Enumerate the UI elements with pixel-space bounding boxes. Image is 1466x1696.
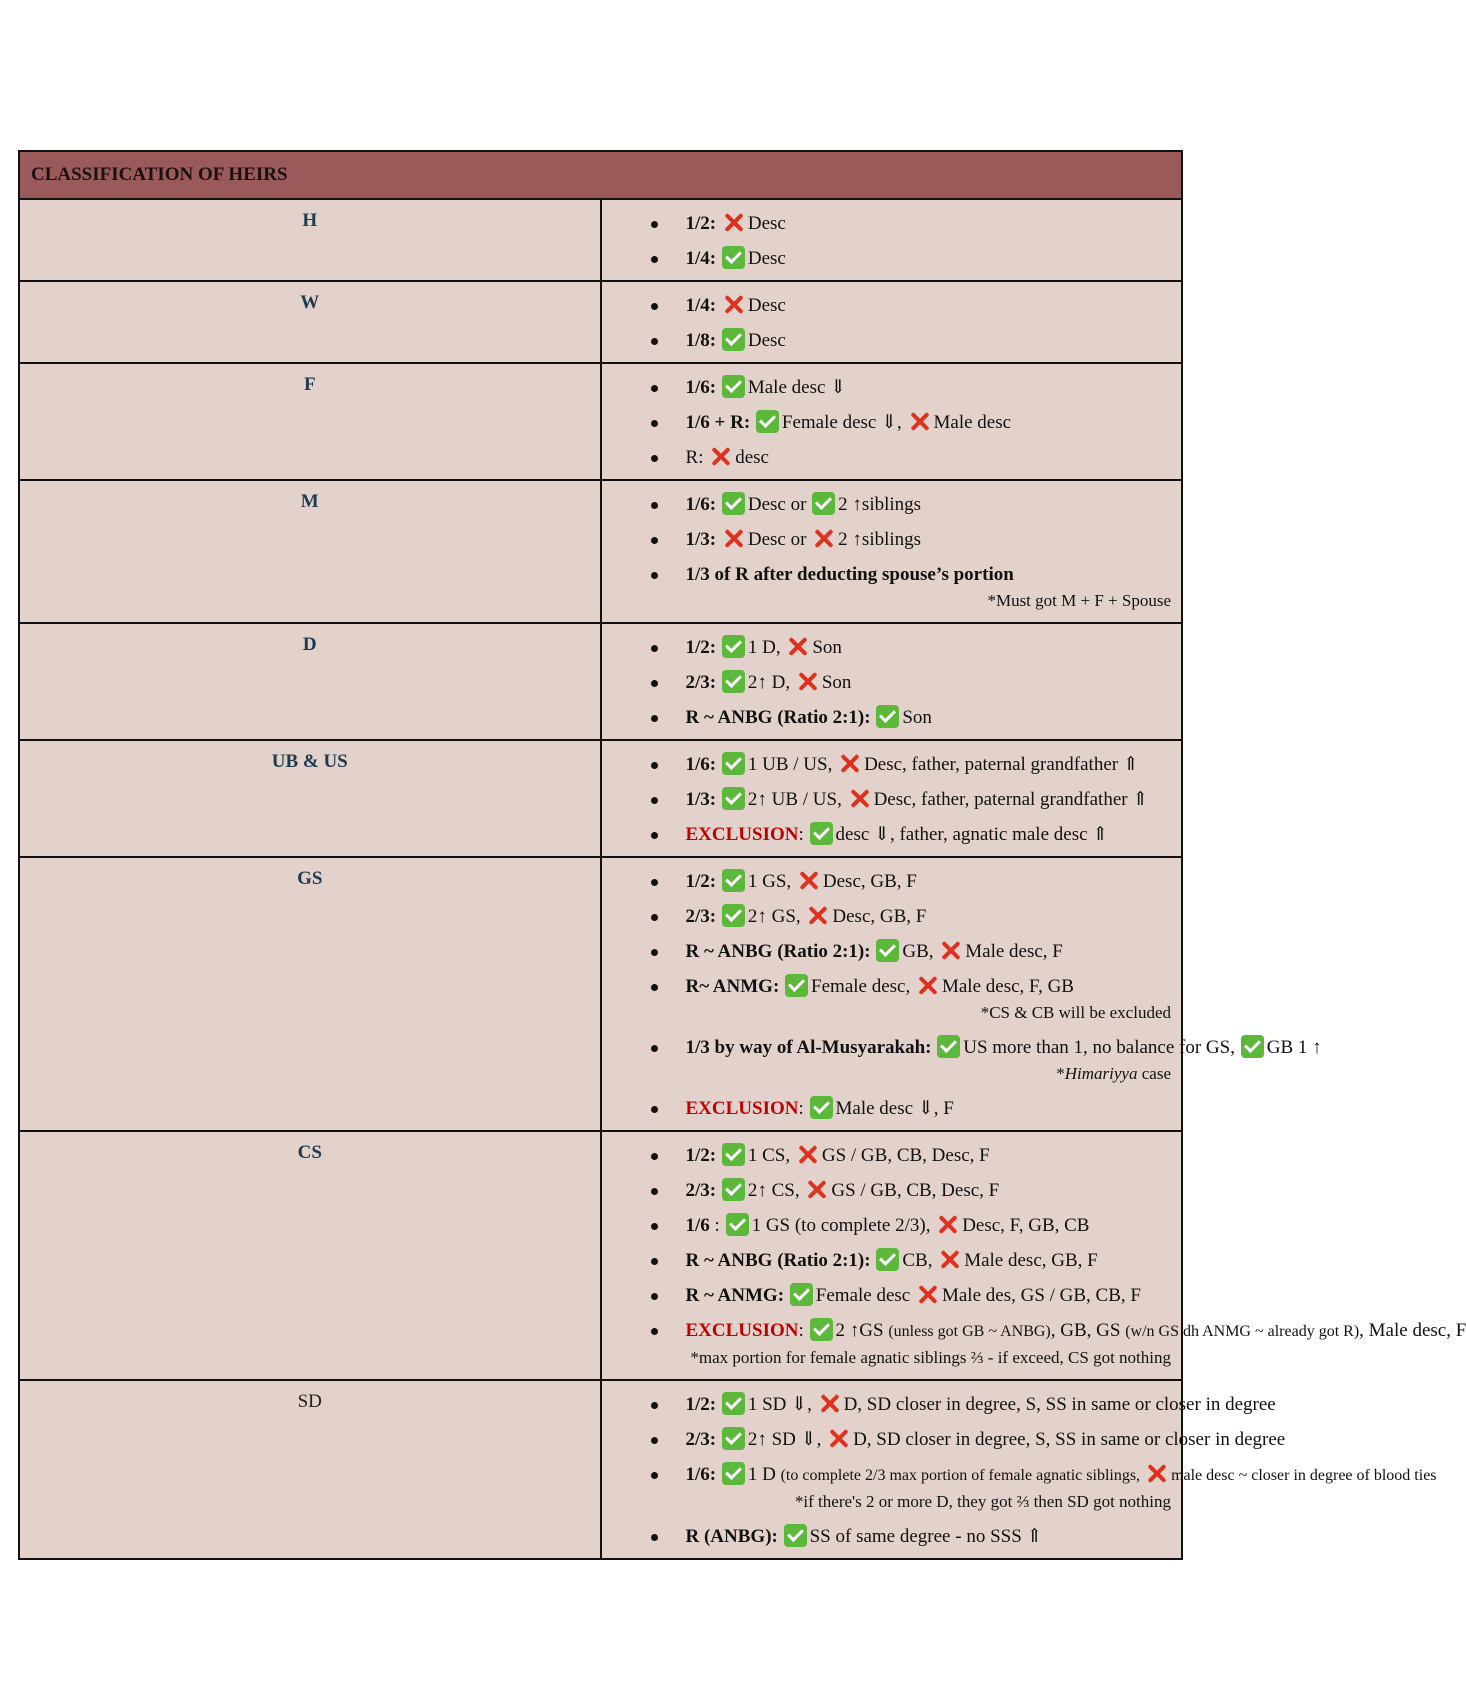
rule-label: R~ ANMG: (685, 976, 780, 997)
rule-label: 1/6 + R: (685, 412, 751, 433)
cross-mark-icon (936, 1213, 959, 1236)
cross-mark-icon (805, 1178, 828, 1201)
heir-rules-cell (601, 623, 1183, 740)
rule-label: 1/3: (685, 529, 717, 550)
check-mark-icon (784, 1524, 807, 1547)
rule-text: Desc (747, 213, 786, 234)
rule-label: R ~ ANBG (Ratio 2:1): (685, 941, 871, 962)
rule-text-small: male desc ~ closer in degree of blood ties (1171, 1467, 1437, 1484)
rule-item (602, 782, 1172, 817)
rule-text: 2↑ D, (747, 672, 795, 693)
check-mark-icon (722, 670, 745, 693)
rule-text: GS / GB, CB, Desc, F (821, 1145, 990, 1166)
heir-row (19, 740, 1182, 857)
rule-item (602, 1091, 1172, 1126)
cross-mark-icon (908, 410, 931, 433)
rule-label: 1/8: (685, 330, 717, 351)
rules-list (602, 200, 1182, 280)
rule-text: , Male desc, F (1359, 1320, 1466, 1341)
heir-row (19, 480, 1182, 623)
rule-item (602, 1519, 1172, 1554)
rule-text: 1 UB / US, (747, 754, 838, 775)
rule-label: 1/3 of R after deducting spouse’s portion (685, 564, 1014, 585)
rule-text: Desc (747, 330, 786, 351)
row-note: *Must got M + F + Spouse (987, 591, 1171, 610)
cross-mark-icon (818, 1392, 841, 1415)
rule-item (602, 1030, 1322, 1065)
rule-label: R (ANBG): (685, 1526, 778, 1547)
rule-text: 1 D, (747, 637, 786, 658)
rule-item (602, 440, 1172, 475)
rule-text: Male desc, F, GB (941, 976, 1074, 997)
rule-text: SS of same degree - no SSS ⇑ (809, 1526, 1043, 1547)
rule-label: 1/6: (685, 1464, 717, 1485)
rule-text: desc ⇓, father, agnatic male desc ⇑ (835, 824, 1109, 845)
rules-list (602, 1132, 1466, 1379)
heir-row (19, 1380, 1182, 1559)
check-mark-icon (722, 904, 745, 927)
rule-label: 1/2: (685, 871, 717, 892)
heir-row (19, 363, 1182, 480)
heir-rules-cell (601, 1380, 1437, 1559)
rule-note: *if there's 2 or more D, they got ⅔ then SD got nothing (794, 1492, 1171, 1511)
check-mark-icon (722, 328, 745, 351)
rule-note: *CS & CB will be excluded (980, 1003, 1171, 1022)
rule-text: 1 D (747, 1464, 781, 1485)
cross-mark-icon (786, 635, 809, 658)
rule-label: 1/6: (685, 494, 717, 515)
rule-text: Male desc, F (965, 941, 1063, 962)
check-mark-icon (876, 1248, 899, 1271)
rule-item (602, 934, 1172, 969)
check-mark-icon (722, 246, 745, 269)
rule-label: R (685, 447, 699, 468)
rule-text: 2 ↑GS (835, 1320, 889, 1341)
rule-text: Female desc, (811, 976, 915, 997)
cross-mark-icon (797, 869, 820, 892)
rule-label: 2/3: (685, 1180, 717, 1201)
rule-item (602, 405, 1172, 440)
heir-rules-cell (601, 363, 1183, 480)
rule-note-italic: Himariyya (1064, 1064, 1138, 1083)
rule-item (602, 969, 1172, 1004)
rule-item (602, 288, 1172, 323)
rules-list (602, 1381, 1437, 1558)
rule-text: Female desc ⇓, (781, 412, 907, 433)
rule-text: 1 CS, (747, 1145, 795, 1166)
rule-item (602, 700, 1172, 735)
rule-text: Male desc ⇓ (747, 377, 847, 398)
rule-item (602, 864, 1172, 899)
rule-item (602, 487, 1172, 522)
heir-rules-cell (601, 480, 1183, 623)
rule-label: 1/6: (685, 754, 717, 775)
rule-text-small: (to complete 2/3 max portion of female agnatic siblings, (780, 1467, 1145, 1484)
rules-list (602, 858, 1322, 1130)
rule-text: , GB, GS (1050, 1320, 1126, 1341)
check-mark-icon (726, 1213, 749, 1236)
cross-mark-icon (838, 752, 861, 775)
heir-code: SD (19, 1380, 601, 1559)
exclusion-label: EXCLUSION (685, 1320, 799, 1341)
rule-text: : (698, 447, 709, 468)
check-mark-icon (812, 492, 835, 515)
rule-item (602, 665, 1172, 700)
rule-item (602, 206, 1172, 241)
cross-mark-icon (812, 527, 835, 550)
rule-text: GB, (902, 941, 939, 962)
heir-rules-cell (601, 740, 1183, 857)
rule-text: D, SD closer in degree, S, SS in same or closer in degree (853, 1429, 1286, 1450)
check-mark-icon (722, 787, 745, 810)
rule-text: desc (735, 447, 769, 468)
heir-rules-cell (601, 857, 1322, 1131)
check-mark-icon (876, 705, 899, 728)
rule-text: Desc, F, GB, CB (962, 1215, 1090, 1236)
check-mark-icon (810, 1318, 833, 1341)
rule-item (602, 817, 1172, 852)
rule-label: 1/4: (685, 295, 717, 316)
check-mark-icon (790, 1283, 813, 1306)
cross-mark-icon (709, 445, 732, 468)
rule-text: US more than 1, no balance for GS, (963, 1037, 1240, 1058)
rule-text: Desc or (747, 529, 812, 550)
rule-item (602, 1138, 1172, 1173)
heir-row (19, 623, 1182, 740)
rule-label: 2/3: (685, 906, 717, 927)
rule-text: Female desc (815, 1285, 915, 1306)
cross-mark-icon (722, 527, 745, 550)
cross-mark-icon (827, 1427, 850, 1450)
rule-text: D, SD closer in degree, S, SS in same or closer in degree (843, 1394, 1276, 1415)
table-body (19, 199, 1466, 1559)
check-mark-icon (722, 752, 745, 775)
rule-text: Male desc (933, 412, 1012, 433)
heir-row (19, 199, 1182, 281)
rule-label: 1/2: (685, 637, 717, 658)
heir-rules-cell (601, 1131, 1466, 1380)
rule-text: 1 GS, (747, 871, 796, 892)
check-mark-icon (937, 1035, 960, 1058)
rule-label: 1/2: (685, 213, 717, 234)
rule-item (602, 1208, 1172, 1243)
check-mark-icon (722, 635, 745, 658)
rule-text: Son (821, 672, 852, 693)
rule-text: 2 ↑siblings (838, 529, 922, 550)
rule-text: Male des, GS / GB, CB, F (941, 1285, 1141, 1306)
rule-item (602, 323, 1172, 358)
rule-text: 2 ↑siblings (838, 494, 922, 515)
exclusion-label: EXCLUSION (685, 824, 799, 845)
rule-label: 1/2: (685, 1394, 717, 1415)
check-mark-icon (756, 410, 779, 433)
check-mark-icon (722, 869, 745, 892)
rule-note: *Himariyya case (1056, 1064, 1171, 1083)
rule-item (602, 1422, 1286, 1457)
heir-row (19, 1131, 1182, 1380)
rule-text: 2↑ SD ⇓, (747, 1429, 827, 1450)
heir-code: W (19, 281, 601, 363)
rule-label: 1/3: (685, 789, 717, 810)
rules-list (602, 624, 1182, 739)
rule-label: R ~ ANBG (Ratio 2:1): (685, 1250, 871, 1271)
check-mark-icon (722, 1143, 745, 1166)
heir-row (19, 857, 1182, 1131)
rule-label: 1/2: (685, 1145, 717, 1166)
rule-item (602, 370, 1172, 405)
rule-item (602, 1278, 1172, 1313)
rule-label: 2/3: (685, 672, 717, 693)
heir-rules-cell (601, 199, 1183, 281)
exclusion-label: EXCLUSION (685, 1098, 799, 1119)
cross-mark-icon (722, 211, 745, 234)
heir-rules-cell (601, 281, 1183, 363)
heir-code: D (19, 623, 601, 740)
cross-mark-icon (916, 1283, 939, 1306)
rule-text: 2↑ GS, (747, 906, 806, 927)
heir-code: H (19, 199, 601, 281)
rule-item (602, 557, 1172, 592)
rule-text: Desc, GB, F (832, 906, 927, 927)
rule-text: 1 GS (to complete 2/3), (751, 1215, 936, 1236)
check-mark-icon (810, 822, 833, 845)
rule-text: : (798, 1098, 809, 1119)
rule-text: 1 SD ⇓, (747, 1394, 817, 1415)
rule-text: 2↑ UB / US, (747, 789, 847, 810)
rule-text: Desc or (747, 494, 812, 515)
cross-mark-icon (938, 1248, 961, 1271)
cross-mark-icon (722, 293, 745, 316)
rule-text: Desc (747, 295, 786, 316)
rule-text: : (798, 824, 809, 845)
rules-list (602, 282, 1182, 362)
check-mark-icon (722, 1462, 745, 1485)
rule-text: Son (812, 637, 842, 658)
rule-text: Son (902, 707, 932, 728)
cross-mark-icon (848, 787, 871, 810)
table-title: CLASSIFICATION OF HEIRS (19, 151, 1182, 199)
heir-code: GS (19, 857, 601, 1131)
rules-list (602, 741, 1182, 856)
rule-text: : (798, 1320, 809, 1341)
rule-text: Male desc, GB, F (964, 1250, 1098, 1271)
rule-text: : (714, 1215, 725, 1236)
rule-item (602, 241, 1172, 276)
rule-text-small: (w/n GS dh ANMG ~ already got R) (1125, 1323, 1360, 1340)
rule-text: Desc (747, 248, 786, 269)
cross-mark-icon (796, 670, 819, 693)
rule-label: 1/6 (685, 1215, 710, 1236)
cross-mark-icon (916, 974, 939, 997)
rule-text: GB 1 ↑ (1266, 1037, 1322, 1058)
check-mark-icon (722, 1392, 745, 1415)
rule-text: Desc, father, paternal grandfather ⇑ (864, 754, 1139, 775)
rule-text: Desc, GB, F (822, 871, 917, 892)
rule-item (602, 1313, 1466, 1349)
rule-item (602, 1173, 1172, 1208)
check-mark-icon (722, 1178, 745, 1201)
heir-code: UB & US (19, 740, 601, 857)
rule-item (602, 1243, 1172, 1278)
rule-item (602, 522, 1172, 557)
check-mark-icon (810, 1096, 833, 1119)
rule-text: CB, (902, 1250, 938, 1271)
heir-code: F (19, 363, 601, 480)
rule-item (602, 899, 1172, 934)
check-mark-icon (722, 1427, 745, 1450)
rule-item (602, 1457, 1437, 1493)
check-mark-icon (876, 939, 899, 962)
rule-item (602, 747, 1172, 782)
rules-list (602, 364, 1182, 479)
heir-code: CS (19, 1131, 601, 1380)
check-mark-icon (722, 375, 745, 398)
cross-mark-icon (1145, 1462, 1168, 1485)
rule-label: R ~ ANMG: (685, 1285, 785, 1306)
heir-code: M (19, 480, 601, 623)
rule-label: 2/3: (685, 1429, 717, 1450)
row-note: *max portion for female agnatic siblings ⅔ - if exceed, CS got nothing (690, 1348, 1171, 1367)
heirs-classification-table (18, 150, 1466, 1560)
cross-mark-icon (796, 1143, 819, 1166)
rules-list (602, 481, 1182, 622)
rule-label: R ~ ANBG (Ratio 2:1): (685, 707, 871, 728)
rule-label: 1/6: (685, 377, 717, 398)
rule-text: 2↑ CS, (747, 1180, 805, 1201)
heir-row (19, 281, 1182, 363)
rule-text: GS / GB, CB, Desc, F (831, 1180, 1000, 1201)
rule-label: 1/3 by way of Al-Musyarakah: (685, 1037, 932, 1058)
rule-text: Desc, father, paternal grandfather ⇑ (873, 789, 1149, 810)
check-mark-icon (722, 492, 745, 515)
cross-mark-icon (806, 904, 829, 927)
check-mark-icon (785, 974, 808, 997)
rule-item (602, 1387, 1276, 1422)
rule-text-small: (unless got GB ~ ANBG) (888, 1323, 1051, 1340)
rule-item (602, 630, 1172, 665)
rule-label: 1/4: (685, 248, 717, 269)
cross-mark-icon (939, 939, 962, 962)
check-mark-icon (1241, 1035, 1264, 1058)
rule-text: Male desc ⇓, F (835, 1098, 954, 1119)
